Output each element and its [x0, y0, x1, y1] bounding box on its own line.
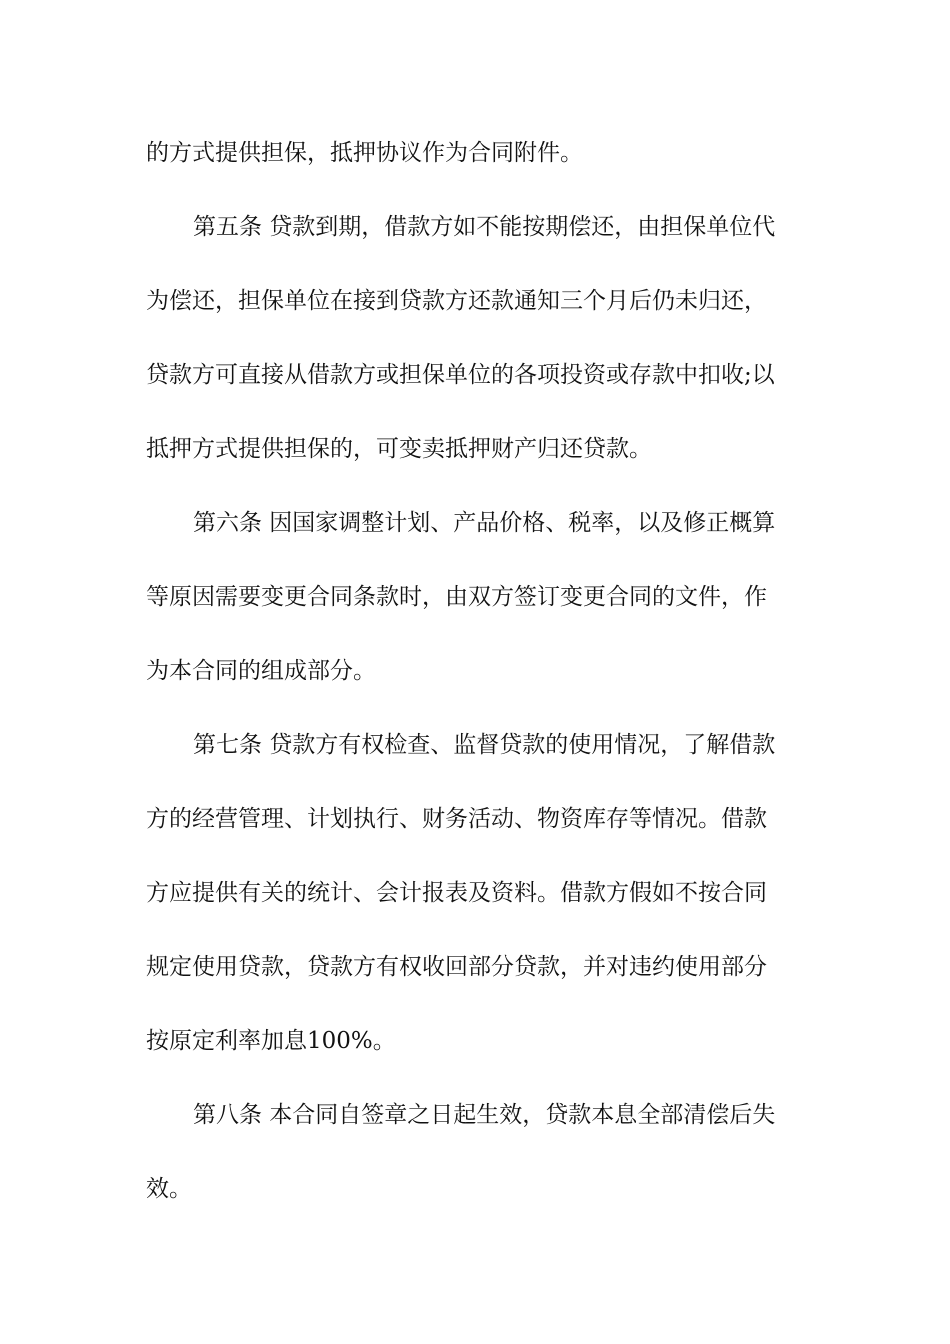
text-line: 为本合同的组成部分。	[146, 658, 376, 684]
text-line: 等原因需要变更合同条款时，由双方签订变更合同的文件，作	[146, 584, 767, 610]
text-line: 贷款方可直接从借款方或担保单位的各项投资或存款中扣收;以	[146, 362, 775, 388]
text-line: 为偿还，担保单位在接到贷款方还款通知三个月后仍未归还，	[146, 288, 767, 314]
article-6-heading-line: 第六条 因国家调整计划、产品价格、税率，以及修正概算	[193, 510, 776, 536]
article-7-heading-line: 第七条 贷款方有权检查、监督贷款的使用情况，了解借款	[193, 732, 776, 758]
text-line: 方的经营管理、计划执行、财务活动、物资库存等情况。借款	[146, 806, 767, 832]
text-line: 规定使用贷款，贷款方有权收回部分贷款，并对违约使用部分	[146, 954, 767, 980]
text-line: 按原定利率加息100%。	[146, 1028, 396, 1054]
text-line: 抵押方式提供担保的，可变卖抵押财产归还贷款。	[146, 436, 652, 462]
text-line: 方应提供有关的统计、会计报表及资料。借款方假如不按合同	[146, 880, 767, 906]
article-5-heading-line: 第五条 贷款到期，借款方如不能按期偿还，由担保单位代	[193, 214, 776, 240]
article-8-heading-line: 第八条 本合同自签章之日起生效，贷款本息全部清偿后失	[193, 1102, 776, 1128]
text-line: 效。	[146, 1176, 192, 1202]
text-line: 的方式提供担保，抵押协议作为合同附件。	[146, 140, 583, 166]
